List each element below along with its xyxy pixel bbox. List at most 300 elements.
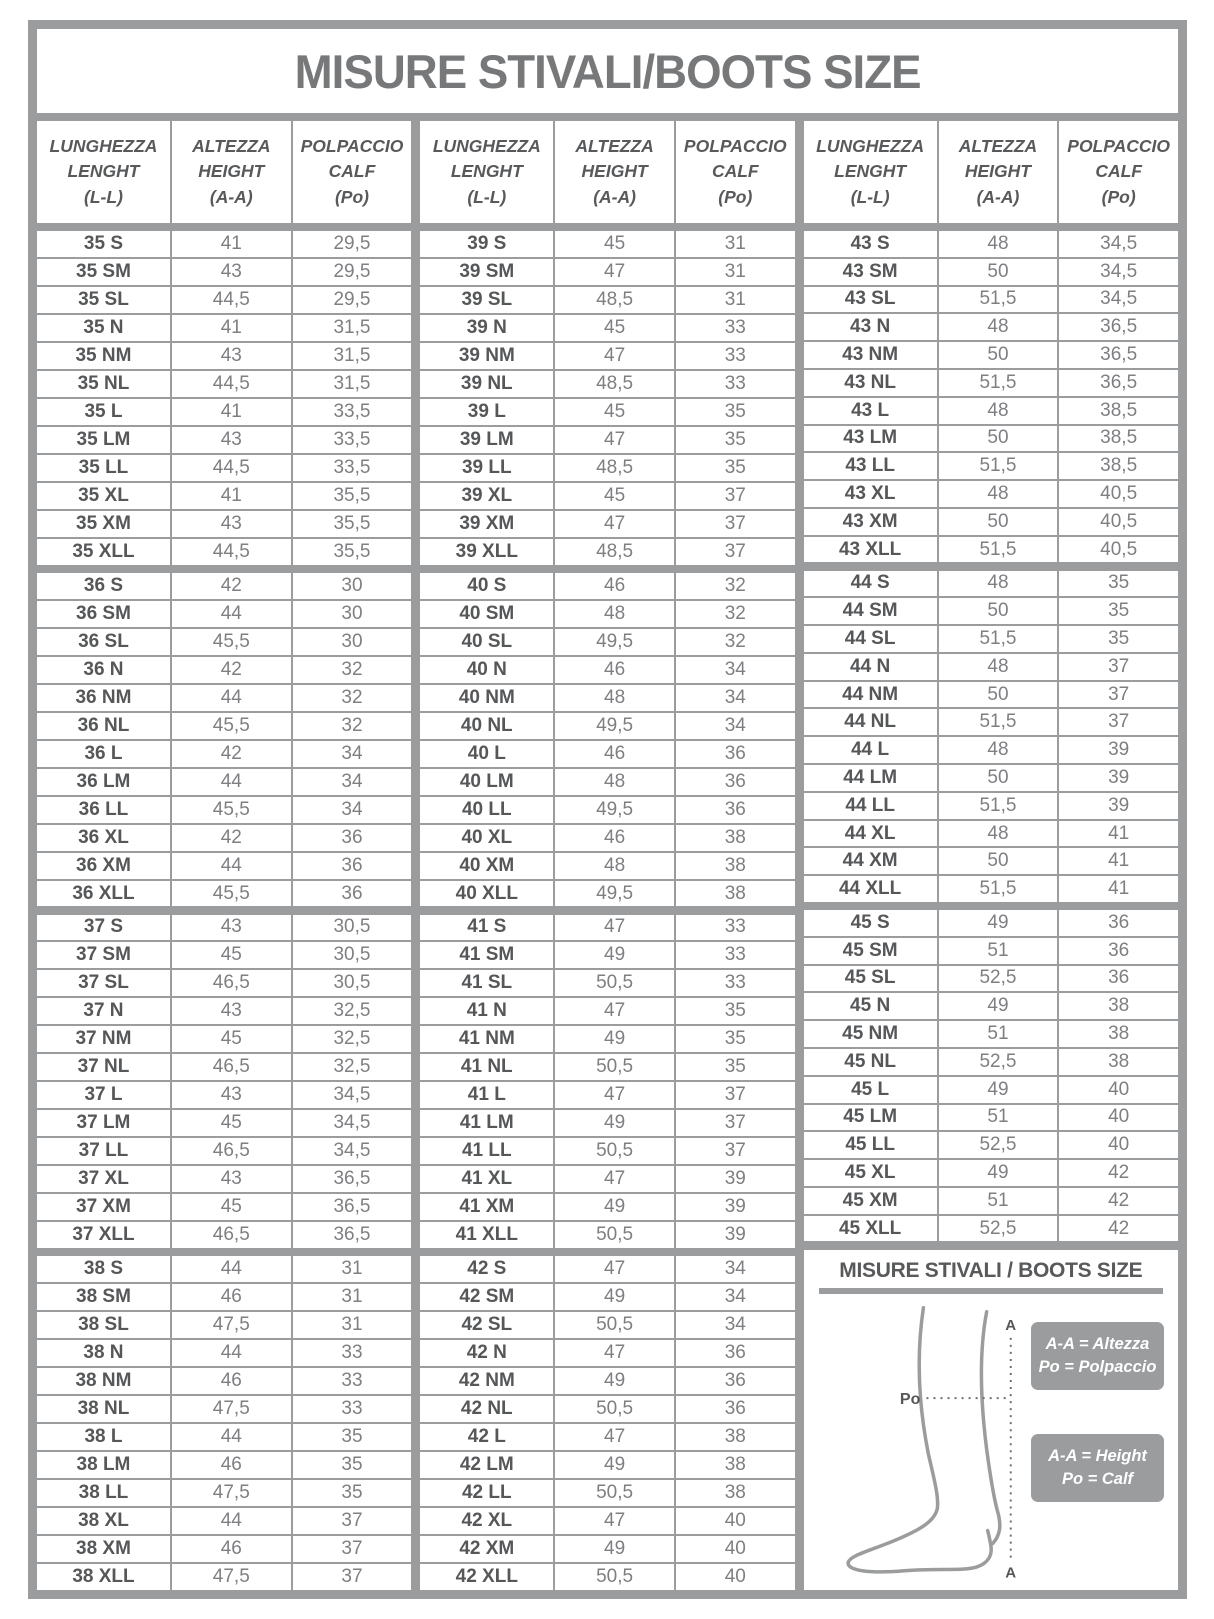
header-line: HEIGHT: [198, 161, 265, 182]
height-value-cell: 44: [172, 685, 291, 711]
column-group-1: [37, 121, 411, 1590]
calf-value-cell: 38,5: [1059, 398, 1178, 424]
size-label-cell: 43 XL: [804, 481, 937, 507]
height-value-cell: 51,5: [939, 537, 1058, 563]
height-value-cell: 44: [172, 1424, 291, 1450]
size-label-cell: 39 SL: [420, 287, 553, 313]
measurement-diagram: [804, 1250, 1178, 1591]
height-value-cell: 48: [939, 737, 1058, 763]
header-line: LUNGHEZZA: [49, 135, 158, 156]
calf-value-cell: 38,5: [1059, 453, 1178, 479]
size-label-cell: 42 NM: [420, 1368, 553, 1394]
calf-value-cell: 38: [676, 881, 795, 907]
size-label-cell: 36 NL: [37, 713, 170, 739]
calf-value-cell: 33,5: [293, 399, 412, 425]
height-value-cell: 49: [555, 1284, 674, 1310]
chart-frame: [28, 20, 1187, 1599]
calf-value-cell: 36: [293, 881, 412, 907]
calf-value-cell: 34,5: [1059, 287, 1178, 313]
calf-value-cell: 39: [1059, 793, 1178, 819]
calf-value-cell: 32,5: [293, 1054, 412, 1080]
calf-value-cell: 30: [293, 601, 412, 627]
size-label-cell: 39 N: [420, 315, 553, 341]
legend-english-height: A-A = Height: [1048, 1446, 1147, 1465]
height-marker-top: A: [1004, 1316, 1016, 1334]
header-row: [37, 121, 411, 223]
height-value-cell: 50,5: [555, 1138, 674, 1164]
height-value-cell: 50,5: [555, 1480, 674, 1506]
size-label-cell: 39 XM: [420, 511, 553, 537]
height-value-cell: 52,5: [939, 1216, 1058, 1242]
calf-value-cell: 36,5: [293, 1166, 412, 1192]
header-line: (A-A): [976, 186, 1020, 207]
calf-value-cell: 40: [1059, 1105, 1178, 1131]
calf-value-cell: 40,5: [1059, 509, 1178, 535]
height-value-cell: 44,5: [172, 371, 291, 397]
column-header-calf: [1059, 121, 1178, 223]
size-label-cell: 45 XL: [804, 1160, 937, 1186]
calf-value-cell: 34: [676, 657, 795, 683]
size-label-cell: 44 NM: [804, 682, 937, 708]
calf-value-cell: 34,5: [1059, 231, 1178, 257]
size-label-cell: 41 L: [420, 1082, 553, 1108]
header-line: LENGHT: [450, 161, 523, 182]
size-label-cell: 44 XLL: [804, 876, 937, 902]
height-value-cell: 47: [555, 1340, 674, 1366]
header-line: POLPACCIO: [300, 135, 404, 156]
calf-value-cell: 42: [1059, 1160, 1178, 1186]
calf-value-cell: 33: [676, 942, 795, 968]
leg-outline-front-icon: [981, 1311, 999, 1543]
calf-value-cell: 37: [676, 1082, 795, 1108]
header-line: LUNGHEZZA: [816, 135, 925, 156]
size-block-40: [420, 573, 794, 907]
size-label-cell: 36 XLL: [37, 881, 170, 907]
calf-value-cell: 35: [293, 1480, 412, 1506]
column-header-height: [172, 121, 291, 223]
calf-value-cell: 36: [676, 797, 795, 823]
calf-value-cell: 30,5: [293, 970, 412, 996]
size-label-cell: 36 L: [37, 741, 170, 767]
height-value-cell: 47: [555, 1082, 674, 1108]
size-block-42: [420, 1256, 794, 1590]
calf-value-cell: 31: [293, 1256, 412, 1282]
size-label-cell: 41 XLL: [420, 1222, 553, 1248]
size-label-cell: 38 XM: [37, 1536, 170, 1562]
size-block-45: [804, 910, 1178, 1242]
size-label-cell: 45 S: [804, 910, 937, 936]
height-value-cell: 48: [939, 821, 1058, 847]
height-value-cell: 49: [555, 942, 674, 968]
calf-value-cell: 33: [293, 1368, 412, 1394]
height-value-cell: 41: [172, 231, 291, 257]
legend-italian-height: A-A = Altezza: [1045, 1334, 1150, 1353]
leg-outline-back-icon: [848, 1307, 991, 1571]
height-value-cell: 46: [172, 1452, 291, 1478]
height-value-cell: 42: [172, 657, 291, 683]
size-label-cell: 40 XLL: [420, 881, 553, 907]
calf-value-cell: 33: [676, 915, 795, 941]
size-label-cell: 38 L: [37, 1424, 170, 1450]
header-line: LENGHT: [834, 161, 907, 182]
size-block-41: [420, 915, 794, 1249]
size-label-cell: 38 S: [37, 1256, 170, 1282]
calf-value-cell: 38: [676, 825, 795, 851]
height-value-cell: 45,5: [172, 629, 291, 655]
height-value-cell: 51,5: [939, 793, 1058, 819]
height-value-cell: 47,5: [172, 1564, 291, 1590]
size-label-cell: 35 LM: [37, 427, 170, 453]
height-value-cell: 45,5: [172, 797, 291, 823]
size-label-cell: 35 XL: [37, 483, 170, 509]
calf-value-cell: 37: [676, 539, 795, 565]
calf-value-cell: 29,5: [293, 259, 412, 285]
size-label-cell: 44 LM: [804, 765, 937, 791]
size-label-cell: 41 XL: [420, 1166, 553, 1192]
size-label-cell: 44 NL: [804, 709, 937, 735]
height-value-cell: 50: [939, 426, 1058, 452]
calf-value-cell: 31,5: [293, 343, 412, 369]
height-value-cell: 50: [939, 765, 1058, 791]
size-label-cell: 41 LL: [420, 1138, 553, 1164]
height-value-cell: 49: [555, 1452, 674, 1478]
column-header-length: [804, 121, 937, 223]
height-value-cell: 45,5: [172, 713, 291, 739]
calf-marker: Po: [899, 1389, 921, 1408]
height-value-cell: 43: [172, 259, 291, 285]
size-label-cell: 43 NL: [804, 370, 937, 396]
size-label-cell: 42 XM: [420, 1536, 553, 1562]
size-label-cell: 38 NL: [37, 1396, 170, 1422]
size-label-cell: 38 LL: [37, 1480, 170, 1506]
height-value-cell: 50,5: [555, 1564, 674, 1590]
calf-value-cell: 32: [293, 685, 412, 711]
column-header-calf: [676, 121, 795, 223]
header-line: CALF: [328, 161, 376, 182]
calf-value-cell: 41: [1059, 876, 1178, 902]
size-label-cell: 44 XM: [804, 848, 937, 874]
height-value-cell: 45: [555, 231, 674, 257]
size-label-cell: 37 SM: [37, 942, 170, 968]
height-value-cell: 50,5: [555, 1054, 674, 1080]
height-value-cell: 50: [939, 848, 1058, 874]
size-label-cell: 35 S: [37, 231, 170, 257]
column-header-height: [555, 121, 674, 223]
height-value-cell: 41: [172, 315, 291, 341]
size-label-cell: 39 NM: [420, 343, 553, 369]
calf-value-cell: 42: [1059, 1188, 1178, 1214]
calf-value-cell: 35: [1059, 571, 1178, 597]
calf-value-cell: 35: [1059, 626, 1178, 652]
calf-value-cell: 35: [676, 1054, 795, 1080]
size-label-cell: 42 N: [420, 1340, 553, 1366]
header-line: (Po): [1101, 186, 1136, 207]
size-label-cell: 45 N: [804, 993, 937, 1019]
height-value-cell: 50,5: [555, 1312, 674, 1338]
header-row: [804, 121, 1178, 223]
size-block-39: [420, 231, 794, 565]
size-label-cell: 42 LM: [420, 1452, 553, 1478]
size-label-cell: 35 L: [37, 399, 170, 425]
header-line: (L-L): [467, 186, 507, 207]
calf-value-cell: 33: [676, 315, 795, 341]
size-label-cell: 43 NM: [804, 342, 937, 368]
header-line: CALF: [711, 161, 759, 182]
height-value-cell: 49: [939, 910, 1058, 936]
size-label-cell: 42 S: [420, 1256, 553, 1282]
size-label-cell: 35 NM: [37, 343, 170, 369]
header-line: HEIGHT: [581, 161, 648, 182]
header-row: [420, 121, 794, 223]
size-label-cell: 44 L: [804, 737, 937, 763]
calf-value-cell: 35: [676, 427, 795, 453]
height-value-cell: 46: [172, 1536, 291, 1562]
calf-value-cell: 38: [1059, 1021, 1178, 1047]
header-line: (Po): [718, 186, 753, 207]
calf-value-cell: 35: [676, 1026, 795, 1052]
height-value-cell: 44,5: [172, 287, 291, 313]
calf-value-cell: 36,5: [1059, 370, 1178, 396]
height-value-cell: 48: [555, 601, 674, 627]
height-value-cell: 46,5: [172, 1222, 291, 1248]
height-value-cell: 48: [555, 853, 674, 879]
size-label-cell: 36 SM: [37, 601, 170, 627]
header-line: LUNGHEZZA: [432, 135, 541, 156]
size-label-cell: 39 XL: [420, 483, 553, 509]
height-value-cell: 50: [939, 682, 1058, 708]
size-label-cell: 44 XL: [804, 821, 937, 847]
calf-value-cell: 30: [293, 629, 412, 655]
height-value-cell: 47: [555, 259, 674, 285]
height-value-cell: 49: [555, 1110, 674, 1136]
size-label-cell: 40 L: [420, 741, 553, 767]
title-box: [37, 29, 1178, 113]
legend-italian: [1031, 1322, 1164, 1390]
height-value-cell: 49: [555, 1026, 674, 1052]
size-label-cell: 39 LM: [420, 427, 553, 453]
height-value-cell: 41: [172, 483, 291, 509]
calf-value-cell: 31,5: [293, 371, 412, 397]
calf-value-cell: 37: [1059, 654, 1178, 680]
size-label-cell: 36 LM: [37, 769, 170, 795]
calf-value-cell: 36,5: [1059, 342, 1178, 368]
header-line: CALF: [1095, 161, 1142, 182]
calf-value-cell: 39: [676, 1166, 795, 1192]
height-value-cell: 49: [939, 1077, 1058, 1103]
size-label-cell: 37 XLL: [37, 1222, 170, 1248]
height-value-cell: 49: [939, 993, 1058, 1019]
calf-value-cell: 31: [676, 287, 795, 313]
calf-value-cell: 33,5: [293, 427, 412, 453]
header-line: ALTEZZA: [575, 135, 654, 156]
height-value-cell: 52,5: [939, 966, 1058, 992]
height-value-cell: 48,5: [555, 455, 674, 481]
size-label-cell: 43 SL: [804, 287, 937, 313]
height-value-cell: 44: [172, 1256, 291, 1282]
height-value-cell: 51,5: [939, 370, 1058, 396]
height-value-cell: 48: [939, 314, 1058, 340]
size-label-cell: 39 LL: [420, 455, 553, 481]
height-value-cell: 48: [939, 231, 1058, 257]
calf-value-cell: 40,5: [1059, 481, 1178, 507]
calf-value-cell: 34,5: [293, 1138, 412, 1164]
calf-value-cell: 36,5: [293, 1194, 412, 1220]
size-block-44: [804, 571, 1178, 903]
height-value-cell: 49: [555, 1536, 674, 1562]
size-label-cell: 35 LL: [37, 455, 170, 481]
height-value-cell: 48: [939, 481, 1058, 507]
size-label-cell: 42 LL: [420, 1480, 553, 1506]
size-label-cell: 38 XLL: [37, 1564, 170, 1590]
size-label-cell: 40 SM: [420, 601, 553, 627]
calf-value-cell: 36: [293, 825, 412, 851]
column-header-calf: [293, 121, 412, 223]
size-label-cell: 38 NM: [37, 1368, 170, 1394]
calf-value-cell: 39: [676, 1222, 795, 1248]
calf-value-cell: 34: [676, 685, 795, 711]
calf-value-cell: 32: [293, 657, 412, 683]
size-label-cell: 35 XM: [37, 511, 170, 537]
size-label-cell: 42 NL: [420, 1396, 553, 1422]
height-value-cell: 43: [172, 1082, 291, 1108]
height-value-cell: 52,5: [939, 1049, 1058, 1075]
height-value-cell: 47: [555, 511, 674, 537]
column-group-3: [804, 121, 1178, 1590]
size-label-cell: 37 LL: [37, 1138, 170, 1164]
calf-value-cell: 32: [293, 713, 412, 739]
height-value-cell: 48: [555, 685, 674, 711]
calf-value-cell: 38,5: [1059, 426, 1178, 452]
diagram-title: MISURE STIVALI / BOOTS SIZE: [839, 1258, 1143, 1282]
height-value-cell: 46: [555, 741, 674, 767]
height-value-cell: 47: [555, 1256, 674, 1282]
size-label-cell: 44 S: [804, 571, 937, 597]
height-value-cell: 50: [939, 259, 1058, 285]
height-value-cell: 48,5: [555, 371, 674, 397]
size-label-cell: 36 S: [37, 573, 170, 599]
page-title: MISURE STIVALI/BOOTS SIZE: [294, 44, 921, 98]
height-value-cell: 48,5: [555, 539, 674, 565]
height-value-cell: 45: [172, 1110, 291, 1136]
height-value-cell: 44,5: [172, 539, 291, 565]
height-value-cell: 45,5: [172, 881, 291, 907]
calf-value-cell: 37: [1059, 682, 1178, 708]
size-label-cell: 40 NL: [420, 713, 553, 739]
height-value-cell: 47: [555, 1166, 674, 1192]
size-label-cell: 41 N: [420, 998, 553, 1024]
height-value-cell: 46: [172, 1368, 291, 1394]
height-value-cell: 49: [555, 1368, 674, 1394]
size-block-35: [37, 231, 411, 565]
calf-value-cell: 31: [293, 1284, 412, 1310]
calf-value-cell: 35,5: [293, 539, 412, 565]
height-value-cell: 47: [555, 427, 674, 453]
size-label-cell: 40 XM: [420, 853, 553, 879]
calf-value-cell: 37: [293, 1536, 412, 1562]
calf-value-cell: 37: [676, 511, 795, 537]
size-label-cell: 40 SL: [420, 629, 553, 655]
height-value-cell: 51: [939, 1105, 1058, 1131]
calf-value-cell: 30,5: [293, 915, 412, 941]
size-label-cell: 42 XL: [420, 1508, 553, 1534]
size-label-cell: 45 LM: [804, 1105, 937, 1131]
height-value-cell: 48: [939, 571, 1058, 597]
calf-value-cell: 35: [293, 1452, 412, 1478]
size-block-38: [37, 1256, 411, 1590]
size-label-cell: 41 SM: [420, 942, 553, 968]
calf-value-cell: 30,5: [293, 942, 412, 968]
calf-value-cell: 35: [1059, 598, 1178, 624]
calf-value-cell: 41: [1059, 848, 1178, 874]
height-value-cell: 52,5: [939, 1132, 1058, 1158]
calf-value-cell: 29,5: [293, 231, 412, 257]
size-label-cell: 39 NL: [420, 371, 553, 397]
calf-value-cell: 39: [1059, 737, 1178, 763]
calf-value-cell: 37: [1059, 709, 1178, 735]
size-label-cell: 37 L: [37, 1082, 170, 1108]
calf-value-cell: 32: [676, 573, 795, 599]
height-value-cell: 51: [939, 1188, 1058, 1214]
height-value-cell: 50: [939, 598, 1058, 624]
calf-value-cell: 41: [1059, 821, 1178, 847]
header-line: ALTEZZA: [192, 135, 271, 156]
calf-value-cell: 38: [676, 1424, 795, 1450]
calf-value-cell: 36: [1059, 938, 1178, 964]
diagram-title-underline: [819, 1288, 1163, 1294]
size-label-cell: 45 NL: [804, 1049, 937, 1075]
size-label-cell: 39 L: [420, 399, 553, 425]
height-value-cell: 47: [555, 1424, 674, 1450]
calf-value-cell: 34: [293, 797, 412, 823]
size-label-cell: 40 XL: [420, 825, 553, 851]
size-label-cell: 37 XL: [37, 1166, 170, 1192]
calf-value-cell: 32: [676, 629, 795, 655]
calf-value-cell: 38: [1059, 993, 1178, 1019]
calf-value-cell: 35: [293, 1424, 412, 1450]
size-label-cell: 43 XM: [804, 509, 937, 535]
table-grid: [37, 121, 1178, 1590]
calf-value-cell: 34,5: [293, 1110, 412, 1136]
header-line: (A-A): [209, 186, 253, 207]
size-label-cell: 42 L: [420, 1424, 553, 1450]
size-label-cell: 36 NM: [37, 685, 170, 711]
height-value-cell: 44: [172, 853, 291, 879]
height-value-cell: 51: [939, 938, 1058, 964]
size-label-cell: 38 SL: [37, 1312, 170, 1338]
height-value-cell: 46,5: [172, 1138, 291, 1164]
calf-value-cell: 33: [293, 1396, 412, 1422]
calf-value-cell: 39: [1059, 765, 1178, 791]
header-line: LENGHT: [67, 161, 140, 182]
calf-value-cell: 40: [676, 1536, 795, 1562]
calf-value-cell: 34: [676, 713, 795, 739]
calf-value-cell: 38: [676, 1480, 795, 1506]
column-group-2: [420, 121, 794, 1590]
size-label-cell: 43 SM: [804, 259, 937, 285]
calf-value-cell: 35,5: [293, 511, 412, 537]
calf-value-cell: 31: [676, 231, 795, 257]
height-value-cell: 49: [939, 1160, 1058, 1186]
calf-value-cell: 34: [676, 1312, 795, 1338]
size-label-cell: 38 SM: [37, 1284, 170, 1310]
size-label-cell: 41 NL: [420, 1054, 553, 1080]
size-label-cell: 40 NM: [420, 685, 553, 711]
size-label-cell: 36 N: [37, 657, 170, 683]
height-value-cell: 44: [172, 1340, 291, 1366]
calf-value-cell: 37: [676, 1110, 795, 1136]
height-value-cell: 49,5: [555, 881, 674, 907]
size-label-cell: 35 SL: [37, 287, 170, 313]
